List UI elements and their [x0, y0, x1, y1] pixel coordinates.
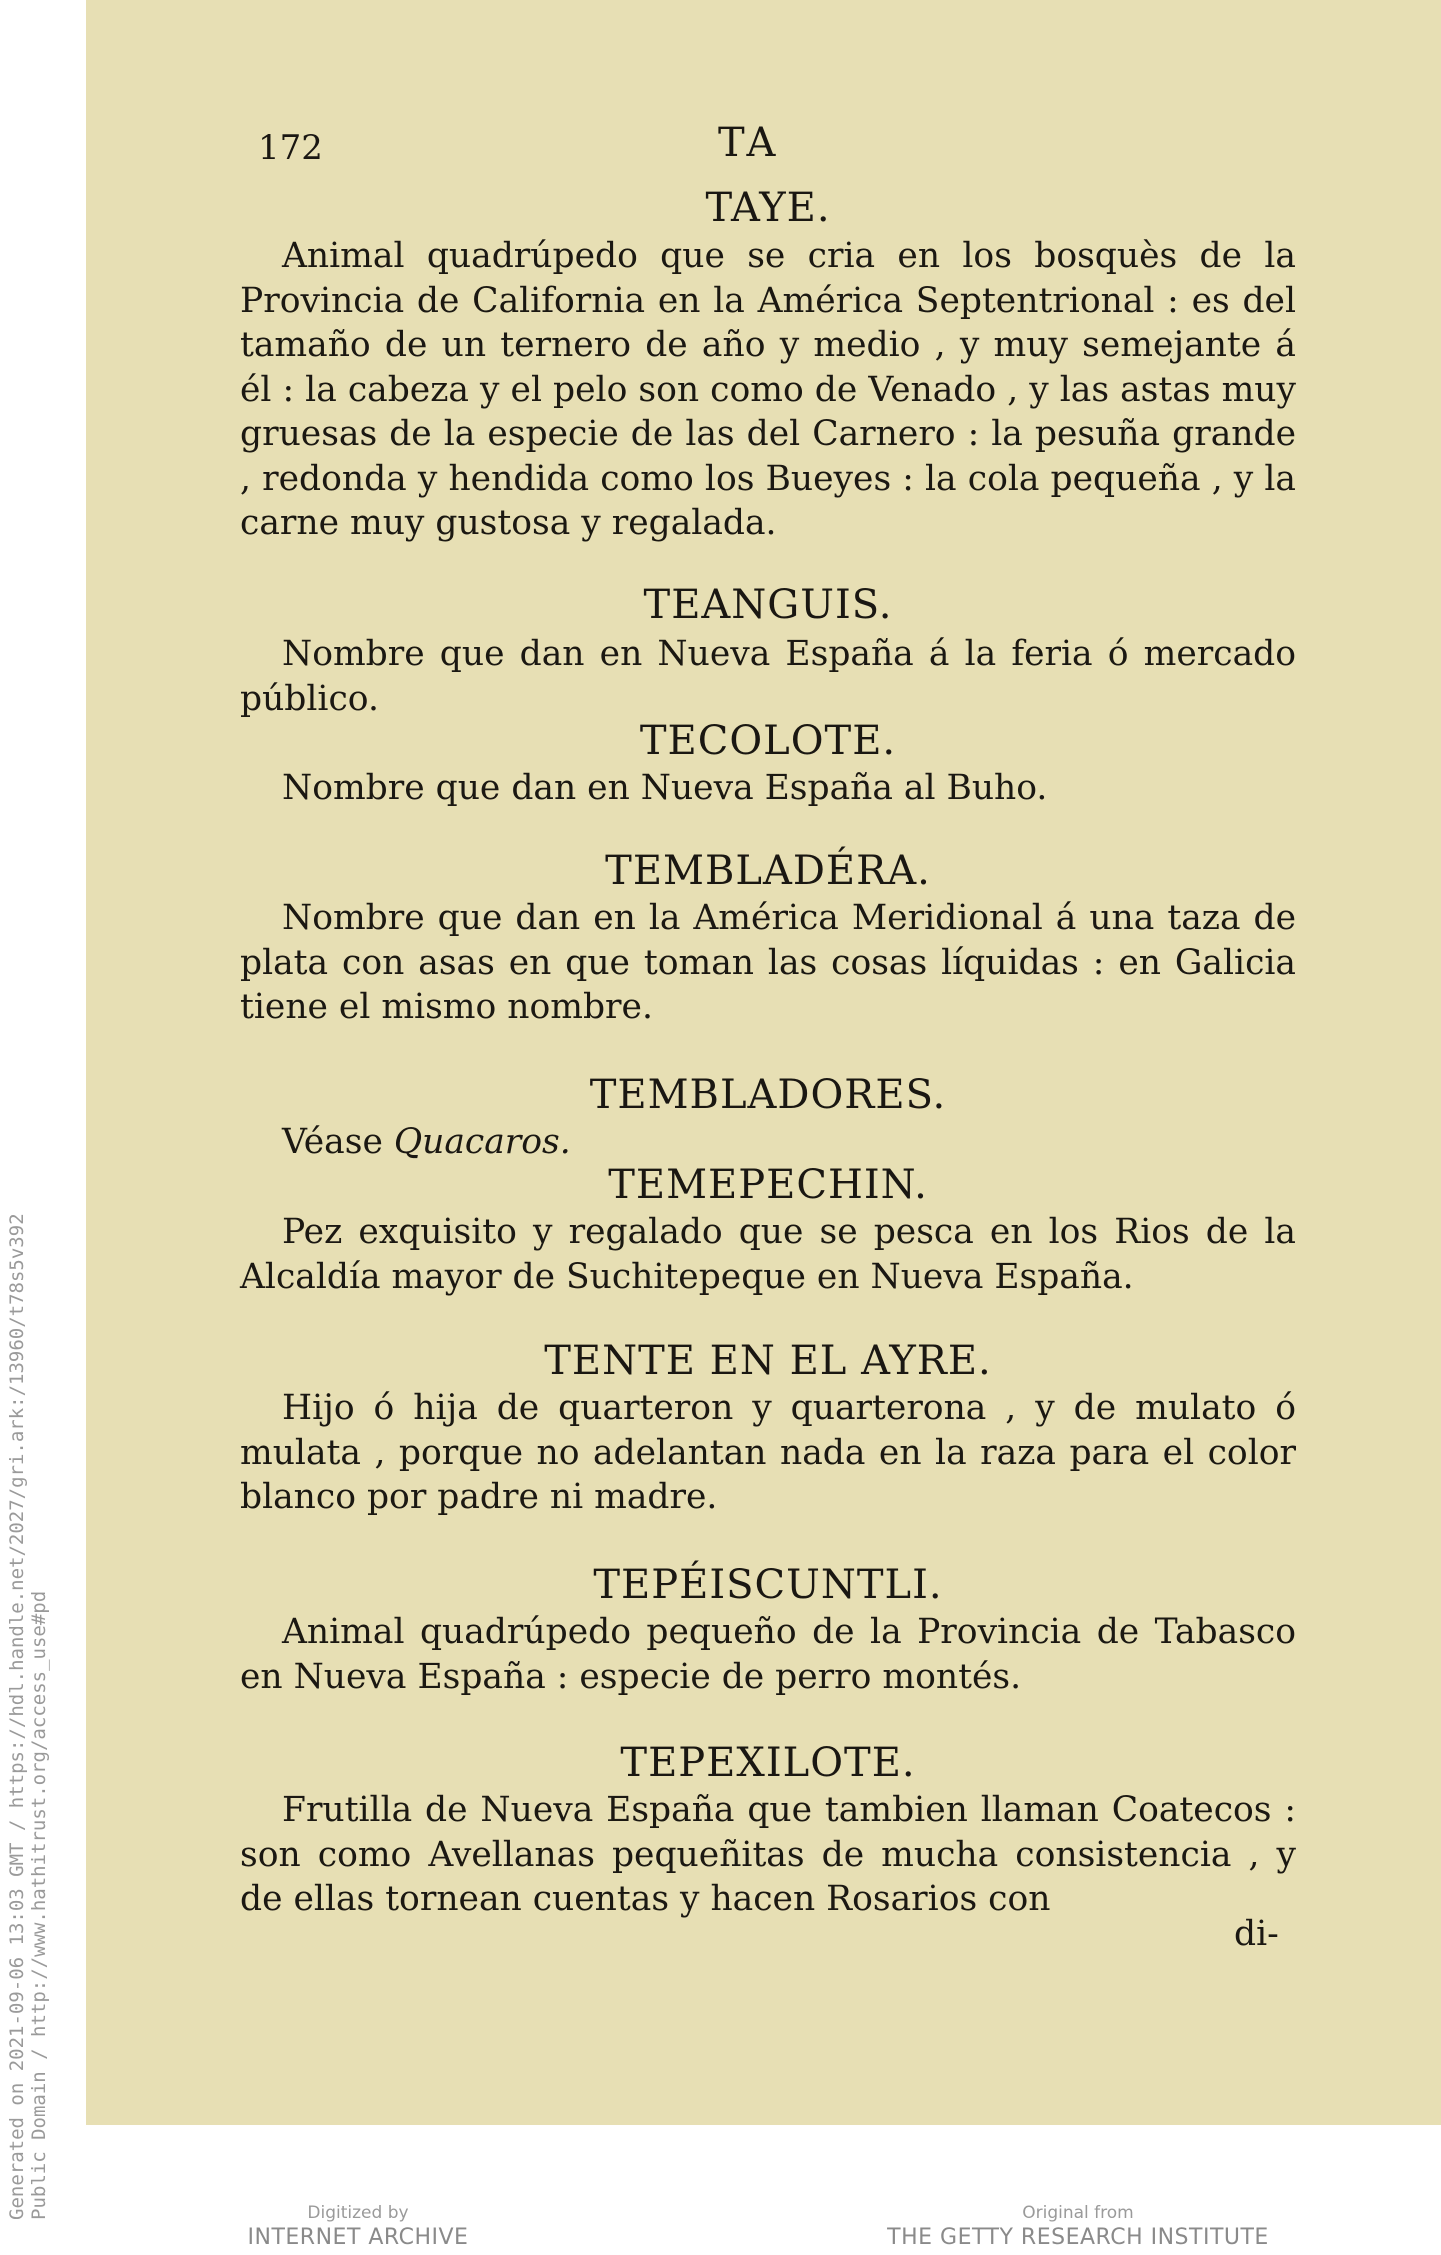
headword-tembladores: TEMBLADORES. — [589, 1072, 947, 1118]
entry-text-tente-en-el-ayre: Hijo ó hija de quarteron y quarterona , y de mulato ó mulata , porque no adelantan nada en la raza para el color blanco por padre ni madre. — [240, 1388, 1296, 1517]
watermark-rights: Public Domain / http://www.hathitrust.org/access_use#pd — [28, 1590, 50, 2220]
headword-tepexilote: TEPEXILOTE. — [620, 1740, 916, 1786]
entry-text-tembladores — [240, 1120, 1296, 1165]
running-head: TA — [718, 120, 780, 166]
entry-text-tepeiscuntli: Animal quadrúpedo pequeño de la Provincia de Tabasco en Nueva España : especie de perro montés. — [240, 1612, 1296, 1697]
page-number: 172 — [258, 128, 323, 168]
cross-reference: Quacaros. — [393, 1122, 571, 1162]
catchword: di- — [1234, 1914, 1279, 1954]
headword-tepeiscuntli: TEPÉISCUNTLI. — [593, 1562, 943, 1608]
entry-text-tembladera: Nombre que dan en la América Meridional á una taza de plata con asas en que toman las cosas líquidas : en Galicia tiene el mismo nombre. — [240, 898, 1296, 1027]
entry-text-tecolote: Nombre que dan en Nueva España al Buho. — [282, 768, 1048, 808]
headword-tembladera: TEMBLADÉRA. — [605, 848, 931, 894]
footer-original-name: THE GETTY RESEARCH INSTITUTE — [887, 2225, 1269, 2250]
entry-text-temepechin: Pez exquisito y regalado que se pesca en los Rios de la Alcaldía mayor de Suchitepeque en Nueva España. — [240, 1212, 1296, 1297]
entry-text-teanguis: Nombre que dan en Nueva España á la feria ó mercado público. — [240, 634, 1296, 719]
entry-text-taye: Animal quadrúpedo que se cria en los bosquès de la Provincia de California en la América Septentrional : es del tamaño de un ternero de año y medio , y muy semejante á él : la cabeza y el pelo son como de Venado , y las astas muy gruesas de la especie de las del Carnero : la pesuña grande , redonda y hendida como los Bueyes : la cola pequeña , y la carne muy gustosa y regalada. — [240, 236, 1296, 543]
footer-digitized-label: Digitized by — [307, 2203, 409, 2223]
headword-teanguis: TEANGUIS. — [643, 582, 893, 628]
headword-tente-en-el-ayre: TENTE EN EL AYRE. — [544, 1338, 992, 1384]
headword-tecolote: TECOLOTE. — [639, 718, 897, 764]
headword-taye: TAYE. — [705, 185, 831, 231]
headword-temepechin: TEMEPECHIN. — [608, 1162, 928, 1208]
footer-digitized-name: INTERNET ARCHIVE — [247, 2225, 469, 2250]
entry-text-tepexilote: Frutilla de Nueva España que tambien llaman Coatecos : son como Avellanas pequeñitas de mucha consistencia , y de ellas tornean cuentas y hacen Rosarios con — [240, 1790, 1296, 1919]
see-prefix: Véase — [282, 1122, 383, 1162]
watermark-generated: Generated on 2021-09-06 13:03 GMT / https://hdl.handle.net/2027/gri.ark:/13960/t78s5v392 — [6, 1213, 28, 2220]
footer-original-label: Original from — [1022, 2203, 1134, 2223]
